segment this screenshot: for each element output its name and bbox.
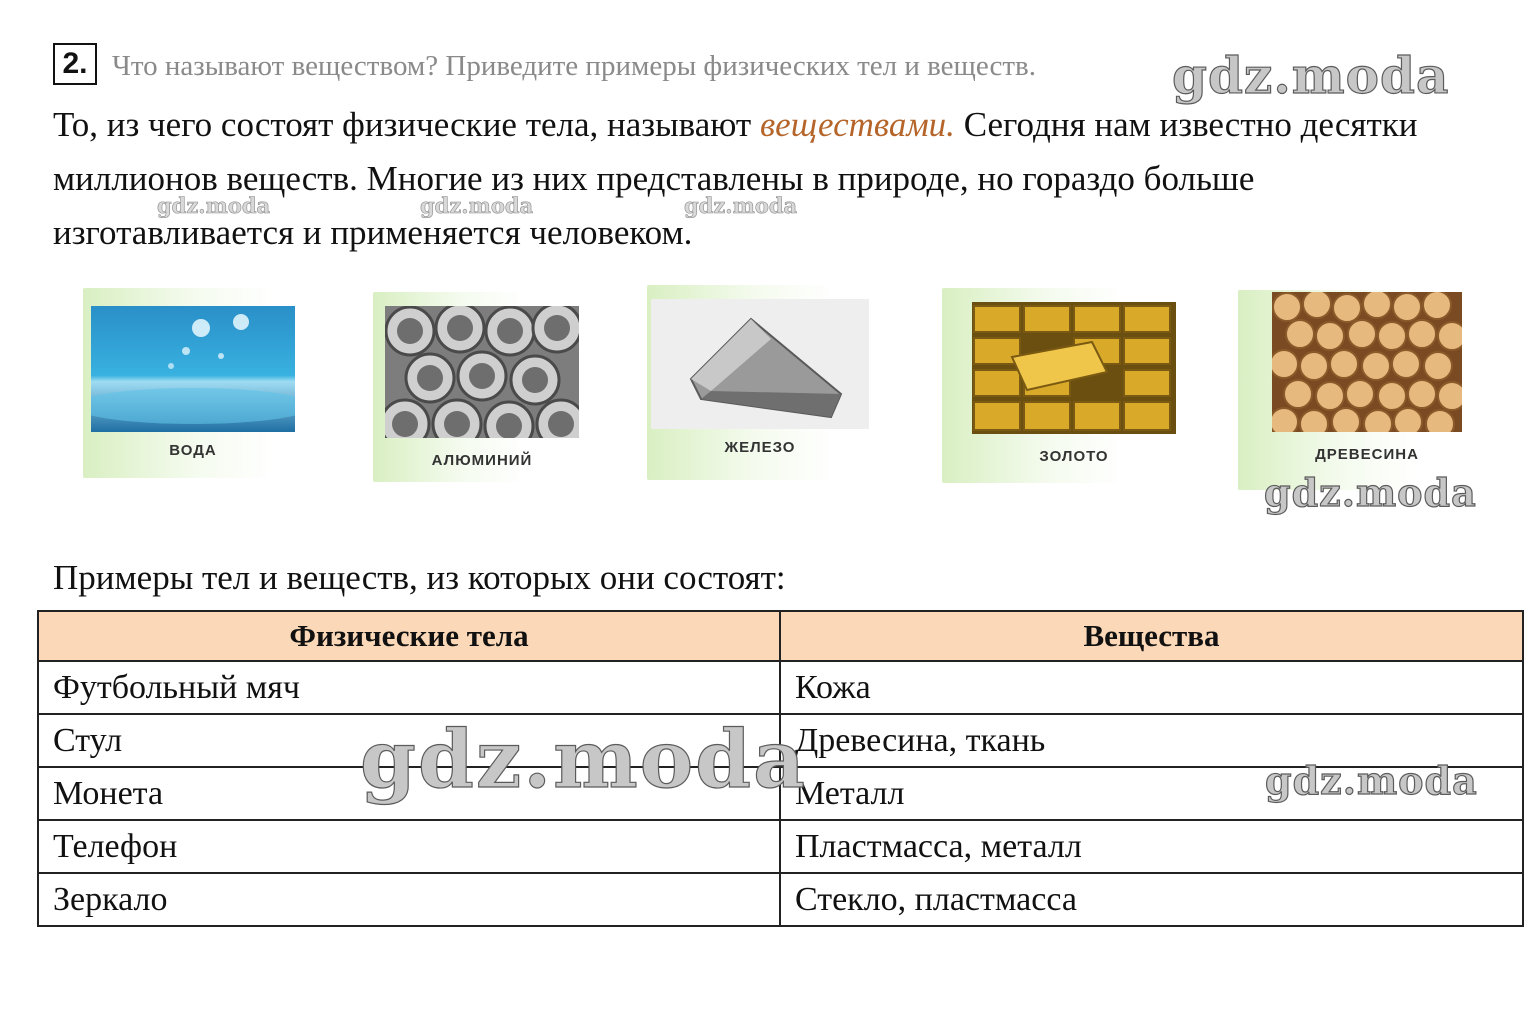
intro-paragraph: [53, 98, 1473, 260]
question-number: 2.: [53, 43, 97, 85]
caption-aluminium: АЛЮМИНИЙ: [431, 452, 533, 469]
cell-substance: Пластмасса, металл: [780, 820, 1523, 873]
watermark-small-2: gdz.moda: [420, 193, 534, 218]
paragraph-part1: То, из чего состоят физические тела, называют: [53, 105, 760, 144]
table-row: [38, 661, 1523, 714]
table-row: [38, 820, 1523, 873]
cell-body: Телефон: [38, 820, 780, 873]
watermark-small-3: gdz.moda: [684, 193, 798, 218]
watermark-pictures: gdz.moda: [1264, 470, 1477, 515]
cell-substance: Древесина, ткань: [780, 714, 1523, 767]
question-text: Что называют веществом? Приведите примеры физических тел и веществ.: [112, 50, 1036, 82]
picture-card-gold: [942, 288, 1202, 483]
caption-water: ВОДА: [169, 442, 217, 459]
cell-body: Футбольный мяч: [38, 661, 780, 714]
iron-image: [651, 299, 869, 429]
table-header-row: [38, 611, 1523, 661]
header-substances: Вещества: [780, 611, 1523, 661]
cell-body: Монета: [38, 767, 780, 820]
cell-body: Стул: [38, 714, 780, 767]
watermark-table-right: gdz.moda: [1265, 758, 1478, 803]
picture-card-wood: [1238, 290, 1494, 490]
watermark-small-1: gdz.moda: [157, 193, 271, 218]
examples-title: Примеры тел и веществ, из которых они состоят:: [53, 558, 786, 597]
cell-substance: Кожа: [780, 661, 1523, 714]
picture-card-iron: [647, 285, 915, 480]
cell-body: Зеркало: [38, 873, 780, 926]
aluminium-image: [385, 306, 579, 438]
table-row: [38, 873, 1523, 926]
gold-image: [972, 302, 1176, 434]
caption-gold: ЗОЛОТО: [1039, 448, 1109, 465]
watermark-top: gdz.moda: [1172, 46, 1450, 105]
picture-card-aluminium: [373, 292, 589, 482]
paragraph-part2: Сегодня нам известно десятки миллионов веществ. Многие из них представлены в природе, но гораздо больше изготавливается и применяется человеком.: [53, 105, 1418, 252]
water-image: [91, 306, 295, 432]
header-bodies: Физические тела: [38, 611, 780, 661]
picture-card-water: [83, 288, 355, 478]
caption-wood: ДРЕВЕСИНА: [1315, 446, 1419, 463]
cell-substance: Металл: [780, 767, 1523, 820]
cell-substance: Стекло, пластмасса: [780, 873, 1523, 926]
watermark-table-large: gdz.moda: [360, 712, 807, 806]
wood-image: [1272, 292, 1462, 432]
caption-iron: ЖЕЛЕЗО: [724, 439, 796, 456]
paragraph-emphasis: веществами.: [759, 105, 955, 144]
